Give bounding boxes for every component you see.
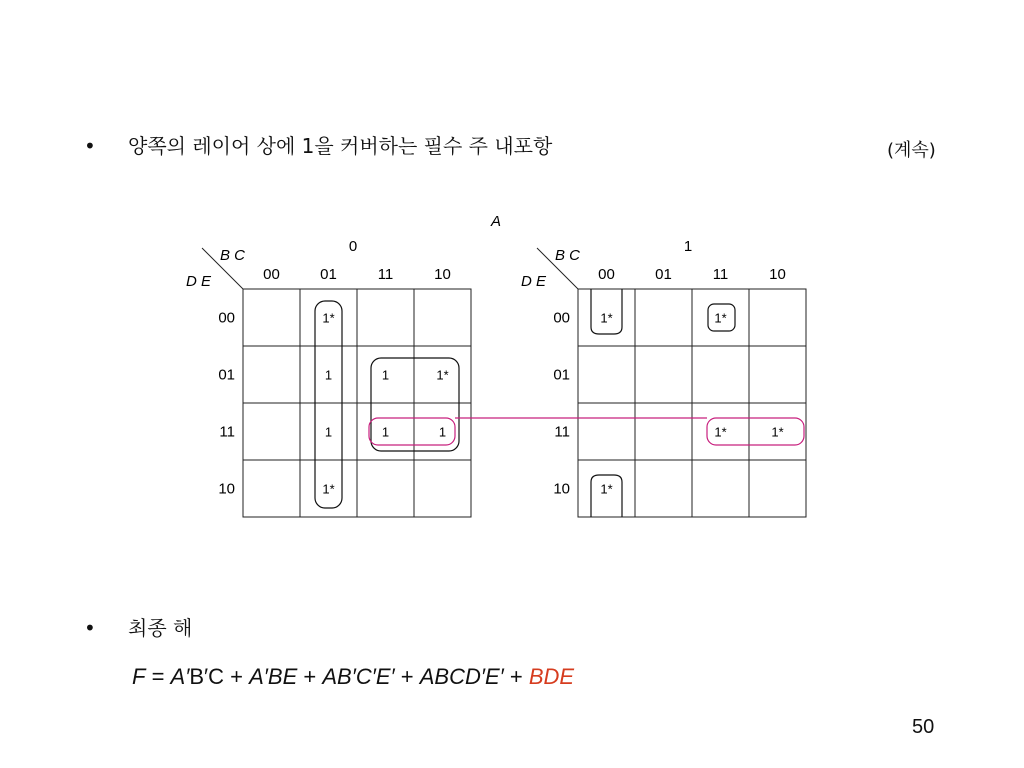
kmap-cell-value: 1* xyxy=(322,310,335,326)
kmap-cell-value: 1* xyxy=(771,424,784,440)
formula-term: + xyxy=(224,664,250,689)
kmap-cell-value: 1 xyxy=(381,424,390,440)
de-axis-label: D E xyxy=(186,273,212,290)
implicant-loop-col01 xyxy=(315,301,342,508)
formula-term: BDE xyxy=(528,664,575,689)
kmap-cell-value: 1* xyxy=(322,481,335,497)
row-header: 00 xyxy=(218,309,235,327)
row-header: 00 xyxy=(553,309,570,327)
column-header: 10 xyxy=(434,266,451,283)
de-axis-label: D E xyxy=(521,273,547,290)
formula-term: A′ xyxy=(170,664,190,689)
bullet-text-essential-implicants: 양쪽의 레이어 상에 1을 커버하는 필수 주 내포항 xyxy=(128,134,553,158)
column-header: 11 xyxy=(712,266,729,283)
continued-label: (계속) xyxy=(887,140,936,161)
kmap-cell-value: 1 xyxy=(381,367,390,383)
row-header: 01 xyxy=(553,366,570,384)
row-header: 10 xyxy=(218,480,235,498)
a-value-label: 0 xyxy=(348,238,358,255)
page-number: 50 xyxy=(912,716,935,738)
formula-term: A′BE xyxy=(249,664,298,689)
final-formula xyxy=(132,664,574,690)
bullet-point-2 xyxy=(84,612,192,641)
formula-term: B′C xyxy=(189,664,225,689)
variable-a-label: A xyxy=(491,213,502,230)
kmap-cell-value: 1* xyxy=(436,367,449,383)
bullet-marker: • xyxy=(84,616,96,640)
column-header: 01 xyxy=(655,266,672,283)
formula-term: + xyxy=(503,664,529,689)
kmap-cell-value: 1* xyxy=(600,481,613,497)
row-header: 01 xyxy=(218,366,235,384)
formula-term: ABCD′E′ xyxy=(419,664,504,689)
row-header: 10 xyxy=(553,480,570,498)
kmap-cell-value: 1* xyxy=(714,424,727,440)
column-header: 11 xyxy=(377,266,394,283)
formula-term: + xyxy=(394,664,420,689)
bullet-marker: • xyxy=(84,134,96,158)
column-header: 10 xyxy=(769,266,786,283)
bc-axis-label: B C xyxy=(220,247,246,264)
row-header: 11 xyxy=(554,423,570,441)
kmap-cell-value: 1 xyxy=(324,367,333,383)
formula-term: = xyxy=(145,664,171,689)
column-header: 00 xyxy=(598,266,615,283)
bullet-text-final-solution: 최종 해 xyxy=(128,616,193,640)
kmap-cell-value: 1* xyxy=(600,310,613,326)
column-header: 00 xyxy=(263,266,280,283)
row-header: 11 xyxy=(219,423,235,441)
formula-term: F xyxy=(132,664,146,689)
kmap-cell-value: 1 xyxy=(324,424,333,440)
column-header: 01 xyxy=(320,266,337,283)
formula-term: AB′C′E′ xyxy=(322,664,395,689)
bc-axis-label: B C xyxy=(555,247,581,264)
kmap-cell-value: 1 xyxy=(438,424,447,440)
formula-term: + xyxy=(297,664,323,689)
kmap-cell-value: 1* xyxy=(714,310,727,326)
a-value-label: 1 xyxy=(683,238,693,255)
